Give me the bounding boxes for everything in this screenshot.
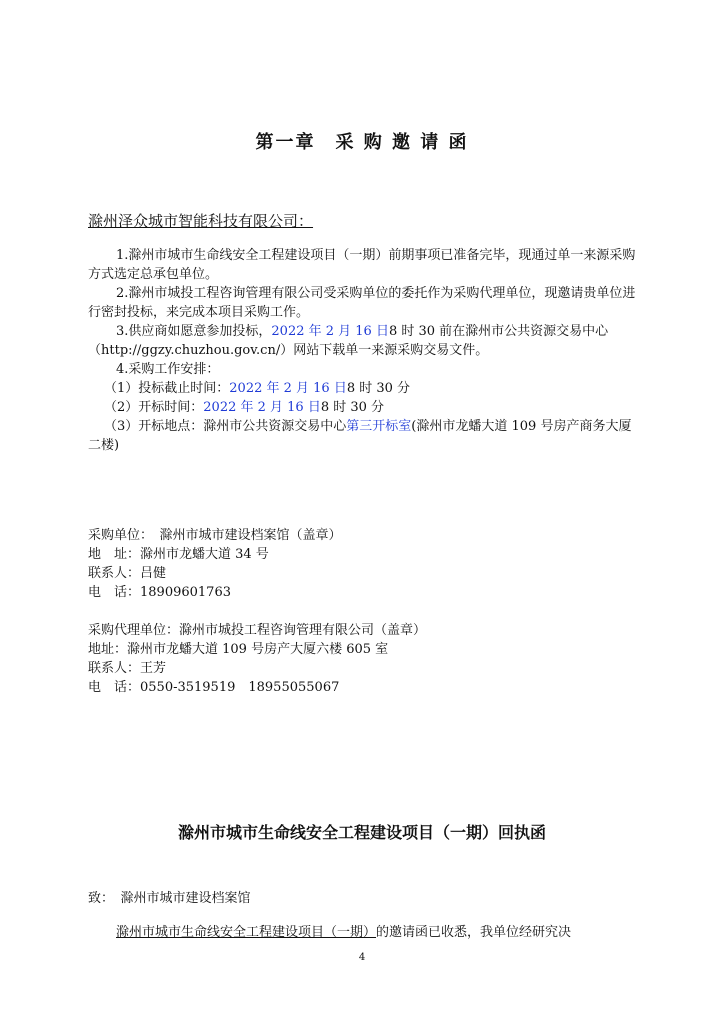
recipient-colon: ： — [298, 212, 314, 230]
schedule-opening-time: 8 时 30 分 — [320, 400, 385, 415]
agent-unit: 采购代理单位：滁州市城投工程咨询管理有限公司（盖章） — [88, 623, 427, 638]
schedule-opening-date: 2022 年 2 月 16 日 — [203, 400, 321, 415]
item-3 — [88, 322, 638, 360]
receipt-to: 致： 滁州市城市建设档案馆 — [88, 891, 251, 906]
item-3-post: 8 时 30 前在滁州市公共资源交易中心（http://ggzy.chuzhou.gov.cn/）网站下载单一来源采购交易文件。 — [88, 324, 609, 358]
receipt-title: 滁州市城市生命线安全工程建设项目（一期）回执函 — [177, 823, 546, 842]
schedule-opening-label: （2）开标时间： — [104, 400, 204, 415]
agent-contact: 联系人：王芳 — [88, 661, 167, 676]
agent-phone: 电 话：0550-3519519 18955055067 — [88, 680, 340, 695]
item-1: 1.滁州市城市生命线安全工程建设项目（一期）前期事项已准备完毕，现通过单一来源采购方式选定总承包单位。 — [88, 248, 636, 282]
item-4: 4.采购工作安排： — [116, 362, 220, 377]
purchaser-address: 地 址：滁州市龙蟠大道 34 号 — [88, 547, 269, 562]
purchaser-phone: 电 话：18909601763 — [88, 585, 231, 600]
item-2: 2.滁州市城投工程咨询管理有限公司受采购单位的委托作为采购代理单位，现邀请贵单位进行密封投标，来完成本项目采购工作。 — [88, 286, 636, 320]
receipt-project-name: 滁州市城市生命线安全工程建设项目（一期） — [116, 925, 377, 940]
item-3-pre: 3.供应商如愿意参加投标， — [116, 324, 272, 339]
page-number: 4 — [358, 952, 366, 963]
schedule-location — [88, 417, 638, 455]
schedule-location-label: （3）开标地点：滁州市公共资源交易中心 — [104, 419, 347, 434]
purchaser-unit: 采购单位： 滁州市城市建设档案馆（盖章） — [88, 528, 342, 543]
receipt-body — [116, 923, 571, 942]
recipient-line — [88, 210, 313, 231]
schedule-deadline-label: （1）投标截止时间： — [104, 381, 230, 396]
schedule-location-address: (滁州市龙蟠大道 109 号房产商务大厦二楼) — [88, 419, 632, 453]
agent-address: 地址：滁州市龙蟠大道 109 号房产大厦六楼 605 室 — [88, 642, 389, 657]
recipient-name: 滁州泽众城市智能科技有限公司 — [88, 212, 299, 230]
purchaser-contact: 联系人：吕健 — [88, 566, 167, 581]
receipt-body-text: 的邀请函已收悉，我单位经研究决 — [376, 925, 572, 940]
schedule-location-room: 第三开标室 — [346, 419, 412, 434]
schedule-opening — [104, 398, 384, 417]
schedule-deadline-time: 8 时 30 分 — [346, 381, 411, 396]
schedule-deadline-date: 2022 年 2 月 16 日 — [229, 381, 347, 396]
chapter-title: 第一章 采 购 邀 请 函 — [255, 132, 469, 153]
schedule-deadline — [104, 379, 410, 398]
item-3-date: 2022 年 2 月 16 日 — [271, 324, 389, 339]
